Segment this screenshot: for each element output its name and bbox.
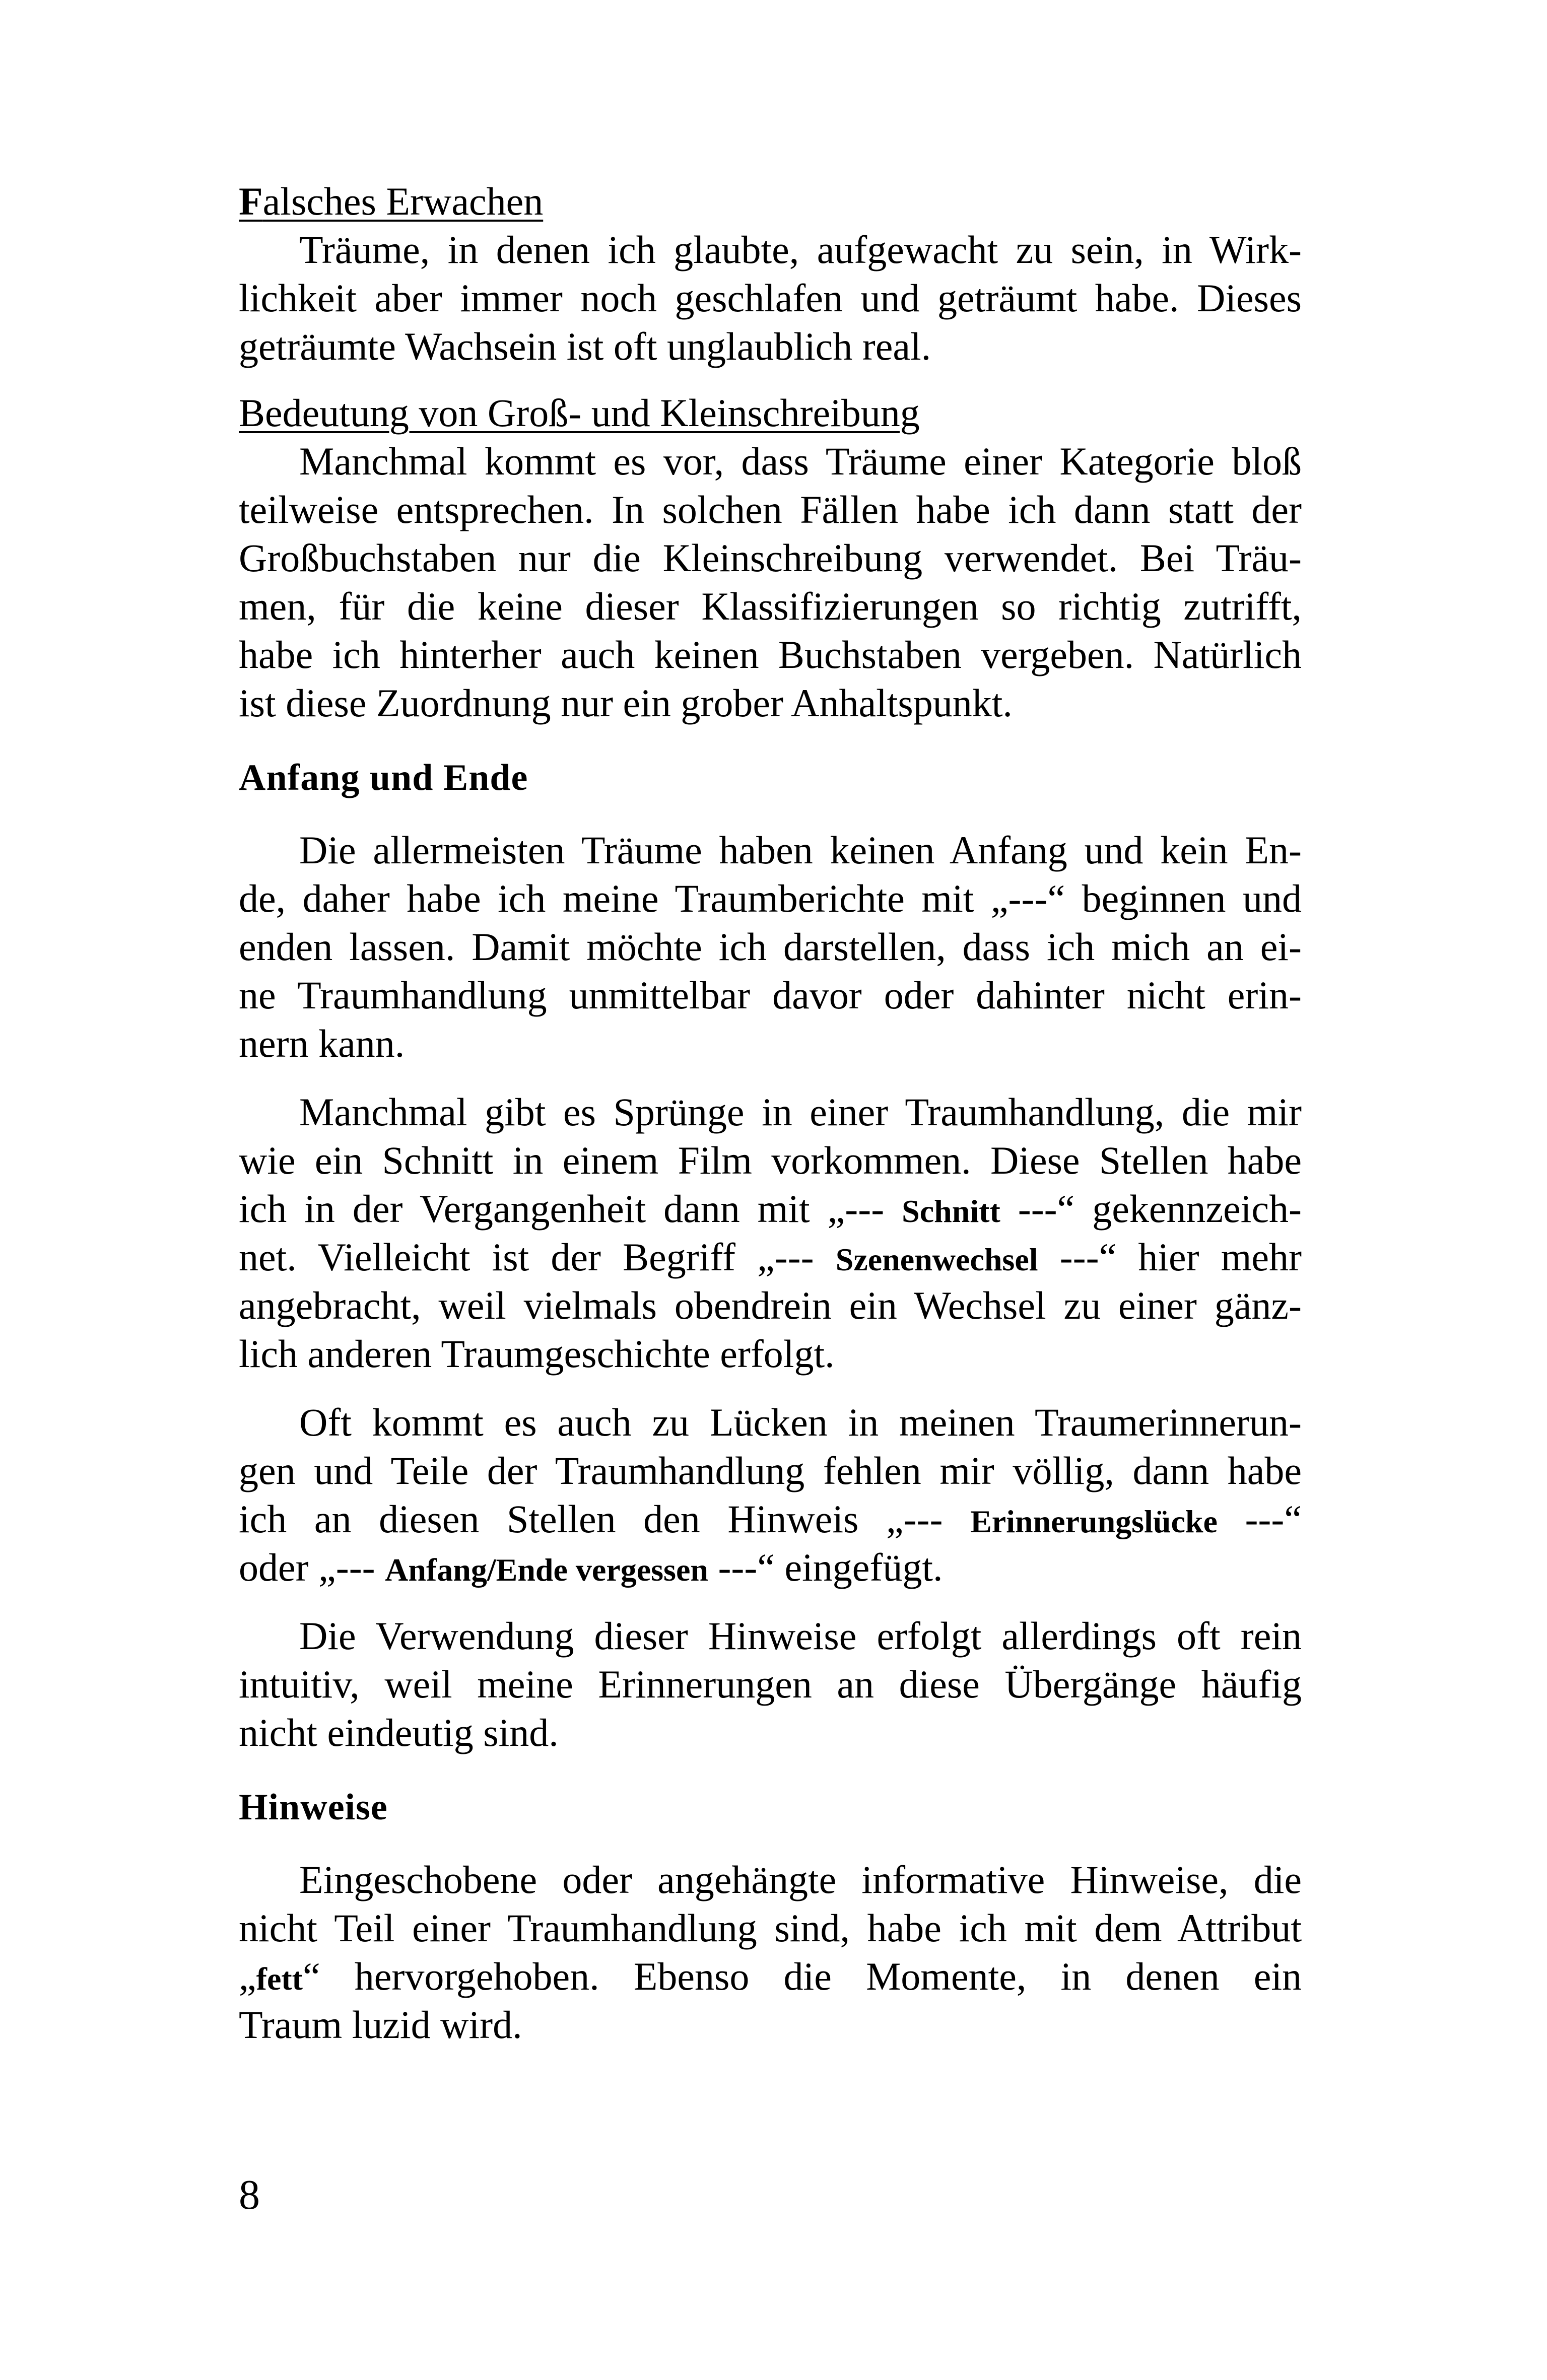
bold-marker-fett: fett (256, 1961, 303, 1997)
paragraph-line (239, 1233, 1302, 1281)
paragraph-line: Manchmal kommt es vor, dass Träume einer Kategorie bloß (299, 439, 1302, 483)
bold-marker-schnitt: Schnitt (902, 1193, 1000, 1229)
paragraph-line: Traum luzid wird. (239, 2003, 522, 2047)
section-heading-gross-klein (239, 389, 1302, 437)
paragraph-line: ne Traumhandlung unmittelbar davor oder dahinter nicht erin- (239, 973, 1302, 1017)
heading-text: Anfang und Ende (239, 757, 528, 798)
paragraph-line (239, 1495, 1302, 1543)
bold-marker-anfang-ende-vergessen: Anfang/Ende vergessen (385, 1552, 708, 1588)
text-segment: ---“ hier mehr (1059, 1235, 1302, 1279)
paragraph-line: wie ein Schnitt in einem Film vorkommen. Diese Stellen habe (239, 1138, 1302, 1182)
paragraph-line: habe ich hinterher auch keinen Buchstaben vergeben. Natürlich (239, 633, 1302, 676)
text-segment: ich an diesen Stellen den Hinweis „--- (239, 1497, 943, 1541)
section-heading-hinweise (239, 1782, 1302, 1830)
paragraph-line: nern kann. (239, 1022, 405, 1065)
page-body (239, 177, 1302, 2049)
paragraph-line: men, für die keine dieser Klassifizierungen so richtig zutrifft, (239, 584, 1302, 628)
paragraph-line: nicht eindeutig sind. (239, 1711, 559, 1754)
paragraph-line: Die allermeisten Träume haben keinen Anfang und kein En- (299, 828, 1302, 872)
paragraph-line (239, 1952, 1302, 2001)
paragraph-line: lich anderen Traumgeschichte erfolgt. (239, 1332, 835, 1376)
text-segment: ich in der Vergangenheit dann mit „--- (239, 1187, 885, 1231)
heading-text: Bedeutung von Groß- und Kleinschreibung (239, 391, 920, 435)
paragraph-line: teilweise entsprechen. In solchen Fällen habe ich dann statt der (239, 488, 1302, 531)
paragraph-line: angebracht, weil vielmals obendrein ein Wechsel zu einer gänz- (239, 1283, 1302, 1327)
paragraph-line: Oft kommt es auch zu Lücken in meinen Traumerinnerun- (299, 1400, 1302, 1444)
heading-rest: alsches Erwachen (262, 179, 544, 223)
paragraph-line: lichkeit aber immer noch geschlafen und geträumt habe. Dieses (239, 276, 1302, 320)
heading-first-letter: F (239, 179, 263, 223)
paragraph-line: ist diese Zuordnung nur ein grober Anhaltspunkt. (239, 681, 1013, 725)
paragraph-line: nicht Teil einer Traumhandlung sind, habe ich mit dem Attribut (239, 1906, 1302, 1950)
paragraph-line: gen und Teile der Traumhandlung fehlen mir völlig, dann habe (239, 1449, 1302, 1492)
paragraph-line: Träume, in denen ich glaubte, aufgewacht zu sein, in Wirk- (299, 228, 1302, 271)
paragraph-line (239, 1185, 1302, 1233)
text-segment: ---“ eingefügt. (718, 1545, 943, 1589)
section-heading-falsches-erwachen (239, 177, 1302, 226)
section-heading-anfang-ende (239, 753, 1302, 801)
bold-marker-erinnerungsluecke: Erinnerungslücke (970, 1504, 1218, 1539)
page-number: 8 (239, 2171, 260, 2218)
text-segment: oder „--- (239, 1545, 375, 1589)
paragraph-line: Die Verwendung dieser Hinweise erfolgt allerdings oft rein (299, 1614, 1302, 1658)
paragraph-line: enden lassen. Damit möchte ich darstellen, dass ich mich an ei- (239, 925, 1302, 969)
text-segment: ---“ gekennzeich- (1018, 1187, 1302, 1231)
paragraph-line: Eingeschobene oder angehängte informative Hinweise, die (299, 1858, 1302, 1901)
paragraph-line: Manchmal gibt es Sprünge in einer Traumhandlung, die mir (299, 1090, 1302, 1134)
paragraph-line: intuitiv, weil meine Erinnerungen an diese Übergänge häufig (239, 1662, 1302, 1706)
paragraph-line (239, 1543, 1302, 1592)
paragraph-line: Großbuchstaben nur die Kleinschreibung verwendet. Bei Träu- (239, 536, 1302, 580)
heading-text: Hinweise (239, 1787, 388, 1828)
text-segment: ---“ (1245, 1497, 1302, 1541)
text-segment: „ (239, 1954, 256, 1998)
paragraph-line: de, daher habe ich meine Traumberichte mit „---“ beginnen und (239, 876, 1302, 920)
paragraph-line: geträumte Wachsein ist oft unglaublich real. (239, 324, 931, 368)
text-segment: net. Vielleicht ist der Begriff „--- (239, 1235, 814, 1279)
bold-marker-szenenwechsel: Szenenwechsel (835, 1242, 1038, 1277)
text-segment: “ hervorgehoben. Ebenso die Momente, in denen ein (302, 1954, 1302, 1998)
